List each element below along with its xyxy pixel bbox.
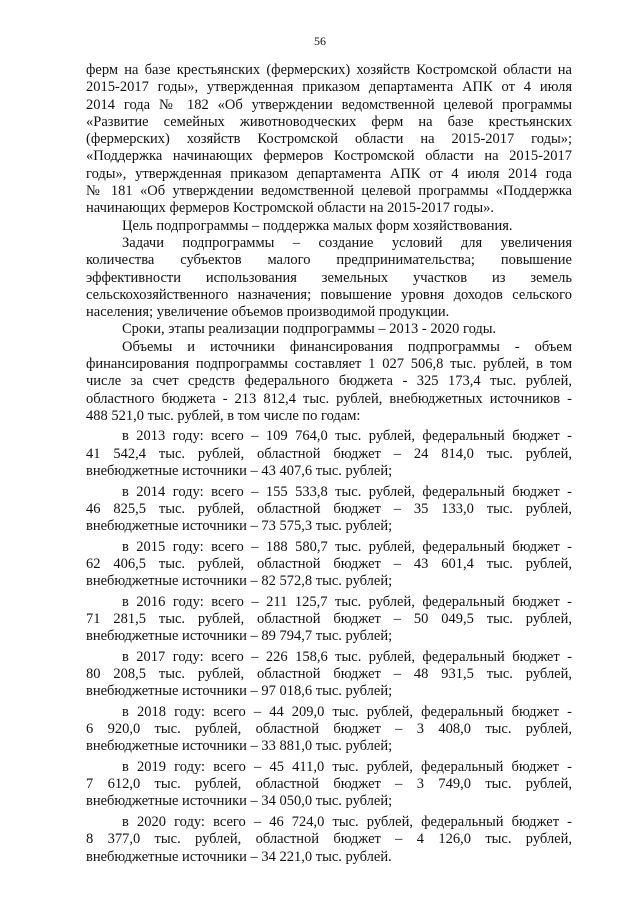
text-line: в 2016 году: всего – 211 125,7 тыс. рублей, федеральный бюджет - [122,593,572,610]
text-line: 488 521,0 тыс. рублей, в том числе по годам: [86,407,361,424]
text-line: 6 920,0 тыс. рублей, областной бюджет – 3 408,0 тыс. рублей, [86,721,572,738]
text-line: начинающих фермеров Костромской области на 2015-2017 годы». [86,200,495,217]
paragraph-year-2013 [86,428,572,480]
text-line: в 2019 году: всего – 45 411,0 тыс. рублей, федеральный бюджет - [122,758,572,775]
text-line: в 2015 году: всего – 188 580,7 тыс. рублей, федеральный бюджет - [122,538,572,555]
text-line: 80 208,5 тыс. рублей, областной бюджет – 48 931,5 тыс. рублей, [86,666,572,683]
text-line: в 2017 году: всего – 226 158,6 тыс. рублей, федеральный бюджет - [122,648,572,665]
text-line: 62 406,5 тыс. рублей, областной бюджет – 43 601,4 тыс. рублей, [86,555,572,572]
paragraph-funding [86,339,572,425]
text-line: Объемы и источники финансирования подпрограммы - объем [122,338,572,355]
paragraph-year-2019 [86,759,572,811]
text-line: внебюджетные источники – 97 018,6 тыс. рублей; [86,683,393,700]
text-line: в 2013 году: всего – 109 764,0 тыс. рублей, федеральный бюджет - [122,428,572,445]
paragraph-year-2017 [86,649,572,701]
text-line: ферм на базе крестьянских (фермерских) хозяйств Костромской области на [86,62,572,78]
text-line: сельскохозяйственного назначения; повышение уровня доходов сельского [86,286,572,303]
page-number: 56 [314,34,326,48]
text-line: числе за счет средств федерального бюджета - 325 173,4 тыс. рублей, [86,373,572,390]
text-line: годы», утвержденная приказом департамента АПК от 4 июля 2014 года [86,165,572,182]
text-line: 2015-2017 годы», утвержденная приказом департамента АПК от 4 июля [86,79,572,96]
paragraph-year-2015 [86,539,572,591]
text-line: «Развитие семейных животноводческих ферм на базе крестьянских [86,113,572,130]
text-line: количества субъектов малого предпринимательства; повышение [86,252,572,269]
paragraph-year-2016 [86,594,572,646]
text-line: населения; увеличение объемов производимой продукции. [86,304,450,321]
text-line: областного бюджета - 213 812,4 тыс. рублей, внебюджетных источников - [86,390,572,407]
text-line: 41 542,4 тыс. рублей, областной бюджет – 24 814,0 тыс. рублей, [86,445,572,462]
text-line: 7 612,0 тыс. рублей, областной бюджет – 3 749,0 тыс. рублей, [86,776,572,793]
text-line: 46 825,5 тыс. рублей, областной бюджет – 35 133,0 тыс. рублей, [86,500,572,517]
text-line: в 2020 году: всего – 46 724,0 тыс. рублей, федеральный бюджет - [122,813,572,830]
paragraph-goal [86,218,572,235]
paragraph-year-2020 [86,814,572,866]
paragraph-year-2014 [86,484,572,536]
text-line: 8 377,0 тыс. рублей, областной бюджет – 4 126,0 тыс. рублей, [86,831,572,848]
text-line: в 2018 году: всего – 44 209,0 тыс. рублей, федеральный бюджет - [122,703,572,720]
text-line: внебюджетные источники – 43 407,6 тыс. рублей; [86,463,393,480]
text-line: 71 281,5 тыс. рублей, областной бюджет – 50 049,5 тыс. рублей, [86,610,572,627]
text-line: внебюджетные источники – 73 575,3 тыс. рублей; [86,518,393,535]
text-line: внебюджетные источники – 34 050,0 тыс. рублей; [86,793,393,810]
text-line: внебюджетные источники – 33 881,0 тыс. рублей; [86,738,393,755]
text-line: в 2014 году: всего – 155 533,8 тыс. рублей, федеральный бюджет - [122,483,572,500]
paragraph-year-2018 [86,704,572,756]
text-line: внебюджетные источники – 89 794,7 тыс. рублей; [86,628,393,645]
text-line: № 181 «Об утверждении ведомственной целевой программы «Поддержка [86,183,572,200]
text-line: «Поддержка начинающих фермеров Костромской области на 2015-2017 [86,148,572,165]
text-line: 2014 года № 182 «Об утверждении ведомственной целевой программы [86,96,572,113]
text-line: внебюджетные источники – 34 221,0 тыс. рублей. [86,848,392,865]
text-line: (фермерских) хозяйств Костромской области на 2015-2017 годы»; [86,131,572,148]
text-line: Цель подпрограммы – поддержка малых форм хозяйствования. [122,217,513,234]
text-line: финансирования подпрограммы составляет 1 027 506,8 тыс. рублей, в том [86,356,572,373]
paragraph-tasks [86,235,572,321]
paragraph-timing [86,321,572,338]
text-line: внебюджетные источники – 82 572,8 тыс. рублей; [86,573,393,590]
document-body [86,62,572,866]
text-line: Сроки, этапы реализации подпрограммы – 2013 - 2020 годы. [122,321,497,338]
paragraph-previous-programs [86,62,572,218]
text-line: эффективности использования земельных участков из земель [86,269,572,286]
text-line: Задачи подпрограммы – создание условий для увеличения [122,234,572,251]
